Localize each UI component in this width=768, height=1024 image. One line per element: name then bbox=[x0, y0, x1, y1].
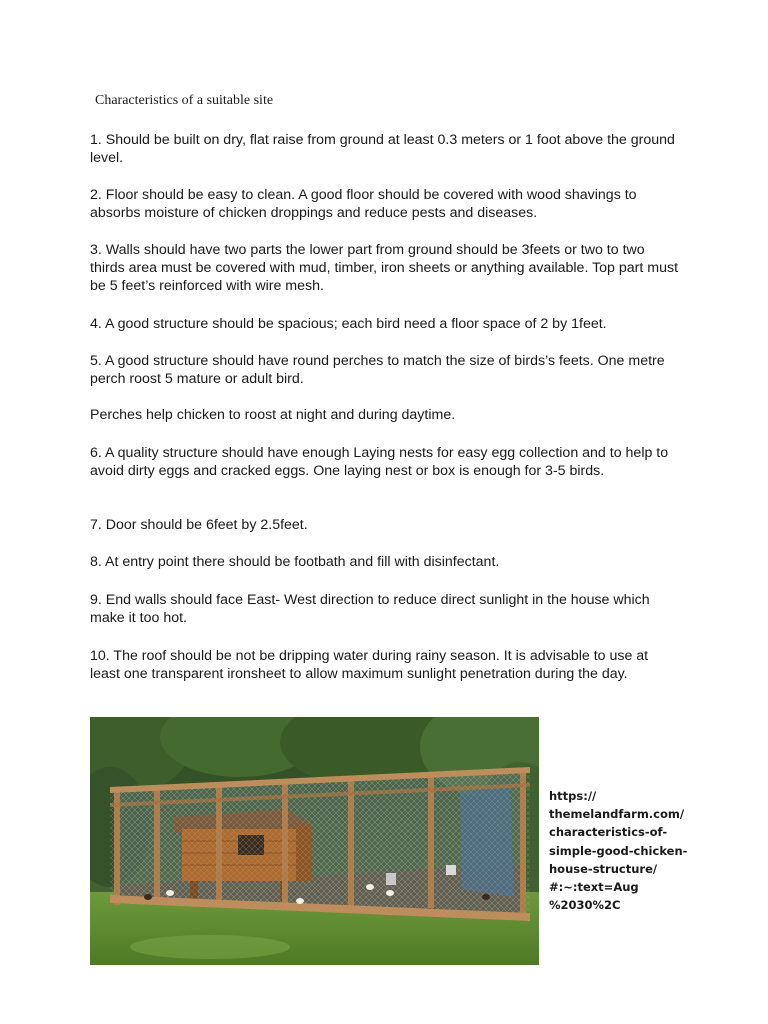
image-source-caption: https:// themelandfarm.com/ characteristics-of- simple-good-chicken- house-structure/ #:~:text=Aug %2030%2C bbox=[549, 789, 688, 913]
paragraph-5: 5. A good structure should have round perches to match the size of birds’s feets. One metre perch roost 5 mature or adult bird. bbox=[90, 353, 665, 387]
paragraph-1: 1. Should be built on dry, flat raise from ground at least 0.3 meters or 1 foot above the ground level. bbox=[90, 132, 675, 166]
paragraph-4: 4. A good structure should be spacious; each bird need a floor space of 2 by 1feet. bbox=[90, 316, 607, 332]
page-title: Characteristics of a suitable site bbox=[95, 93, 274, 108]
paragraph-10: 10. The roof should be not be dripping water during rainy season. It is advisable to use at least one transparent ironsheet to allow maximum sunlight penetration during the day. bbox=[90, 648, 649, 682]
paragraph-8: 8. At entry point there should be footbath and fill with disinfectant. bbox=[90, 554, 500, 570]
chicken-coop-photo bbox=[90, 717, 539, 965]
paragraph-3: 3. Walls should have two parts the lower part from ground should be 3feets or two to two thirds area must be covered with mud, timber, iron sheets or anything available. Top part must be 5 feet’s reinforced with wire mesh. bbox=[90, 242, 679, 294]
paragraph-2: 2. Floor should be easy to clean. A good floor should be covered with wood shavings to absorbs moisture of chicken droppings and reduce pests and diseases. bbox=[90, 187, 637, 221]
paragraph-7: 7. Door should be 6feet by 2.5feet. bbox=[90, 517, 308, 533]
paragraph-6: 6. A quality structure should have enough Laying nests for easy egg collection and to help to avoid dirty eggs and cracked eggs. One laying nest or box is enough for 3-5 birds. bbox=[90, 445, 669, 479]
paragraph-perches: Perches help chicken to roost at night and during daytime. bbox=[90, 407, 456, 423]
paragraph-9: 9. End walls should face East- West direction to reduce direct sunlight in the house which make it too hot. bbox=[90, 592, 650, 626]
